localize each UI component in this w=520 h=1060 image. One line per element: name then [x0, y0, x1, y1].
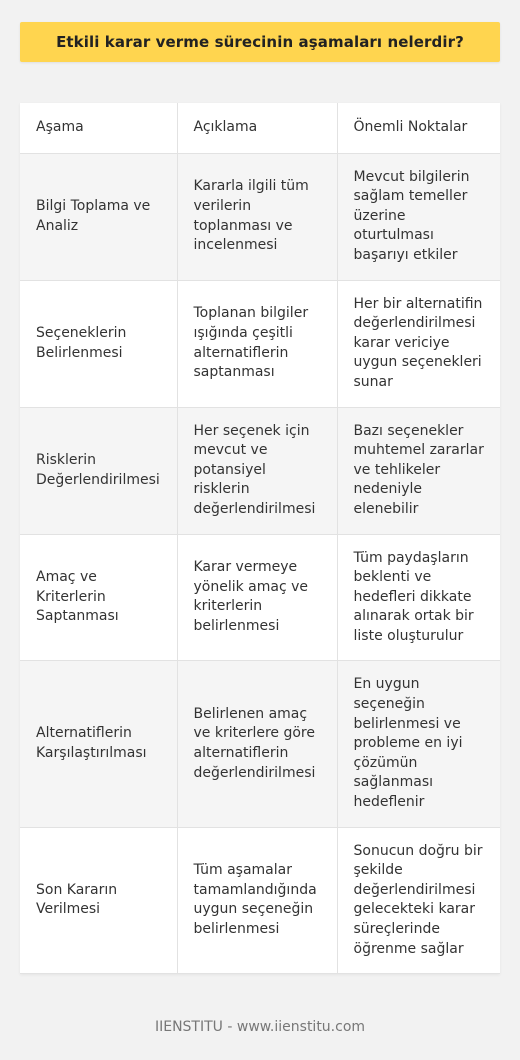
table-row [20, 534, 500, 661]
table-header [20, 103, 500, 153]
page-title: Etkili karar verme sürecinin aşamaları nelerdir? [56, 33, 464, 51]
description-cell: Kararla ilgili tüm verilerin toplanması ve incelenmesi [177, 153, 337, 280]
key-points-cell: Bazı seçenekler muhtemel zararlar ve tehlikeler nedeniyle elenebilir [337, 407, 500, 534]
stage-cell: Amaç ve Kriterlerin Saptanması [20, 534, 177, 661]
key-points-cell: Tüm paydaşların beklenti ve hedefleri dikkate alınarak ortak bir liste oluşturulur [337, 534, 500, 661]
description-cell: Karar vermeye yönelik amaç ve kriterlerin belirlenmesi [177, 534, 337, 661]
key-points-cell: Sonucun doğru bir şekilde değerlendirilmesi gelecekteki karar süreçlerinde öğrenme sağlar [337, 827, 500, 974]
title-banner [20, 22, 500, 62]
table-row [20, 153, 500, 280]
description-cell: Tüm aşamalar tamamlandığında uygun seçeneğin belirlenmesi [177, 827, 337, 974]
footer-credit: IIENSTITU - www.iienstitu.com [154, 1019, 366, 1035]
table-row [20, 827, 500, 974]
stage-cell: Son Kararın Verilmesi [20, 827, 177, 974]
stages-table [20, 103, 500, 974]
key-points-cell: Mevcut bilgilerin sağlam temeller üzerine oturtulması başarıyı etkiler [337, 153, 500, 280]
table-body [20, 153, 500, 974]
header-row [20, 103, 500, 153]
key-points-cell: En uygun seçeneğin belirlenmesi ve probleme en iyi çözümün sağlanması hedeflenir [337, 661, 500, 827]
key-points-cell: Her bir alternatifin değerlendirilmesi karar vericiye uygun seçenekleri sunar [337, 280, 500, 407]
description-cell: Toplanan bilgiler ışığında çeşitli alternatiflerin saptanması [177, 280, 337, 407]
table-row [20, 661, 500, 827]
description-cell: Belirlenen amaç ve kriterlere göre alternatiflerin değerlendirilmesi [177, 661, 337, 827]
header-cell-description: Açıklama [177, 103, 337, 153]
header-cell-key-points: Önemli Noktalar [337, 103, 500, 153]
table-row [20, 280, 500, 407]
table-row [20, 407, 500, 534]
stage-cell: Seçeneklerin Belirlenmesi [20, 280, 177, 407]
stage-cell: Alternatiflerin Karşılaştırılması [20, 661, 177, 827]
header-cell-stage: Aşama [20, 103, 177, 153]
stage-cell: Risklerin Değerlendirilmesi [20, 407, 177, 534]
stage-cell: Bilgi Toplama ve Analiz [20, 153, 177, 280]
description-cell: Her seçenek için mevcut ve potansiyel risklerin değerlendirilmesi [177, 407, 337, 534]
